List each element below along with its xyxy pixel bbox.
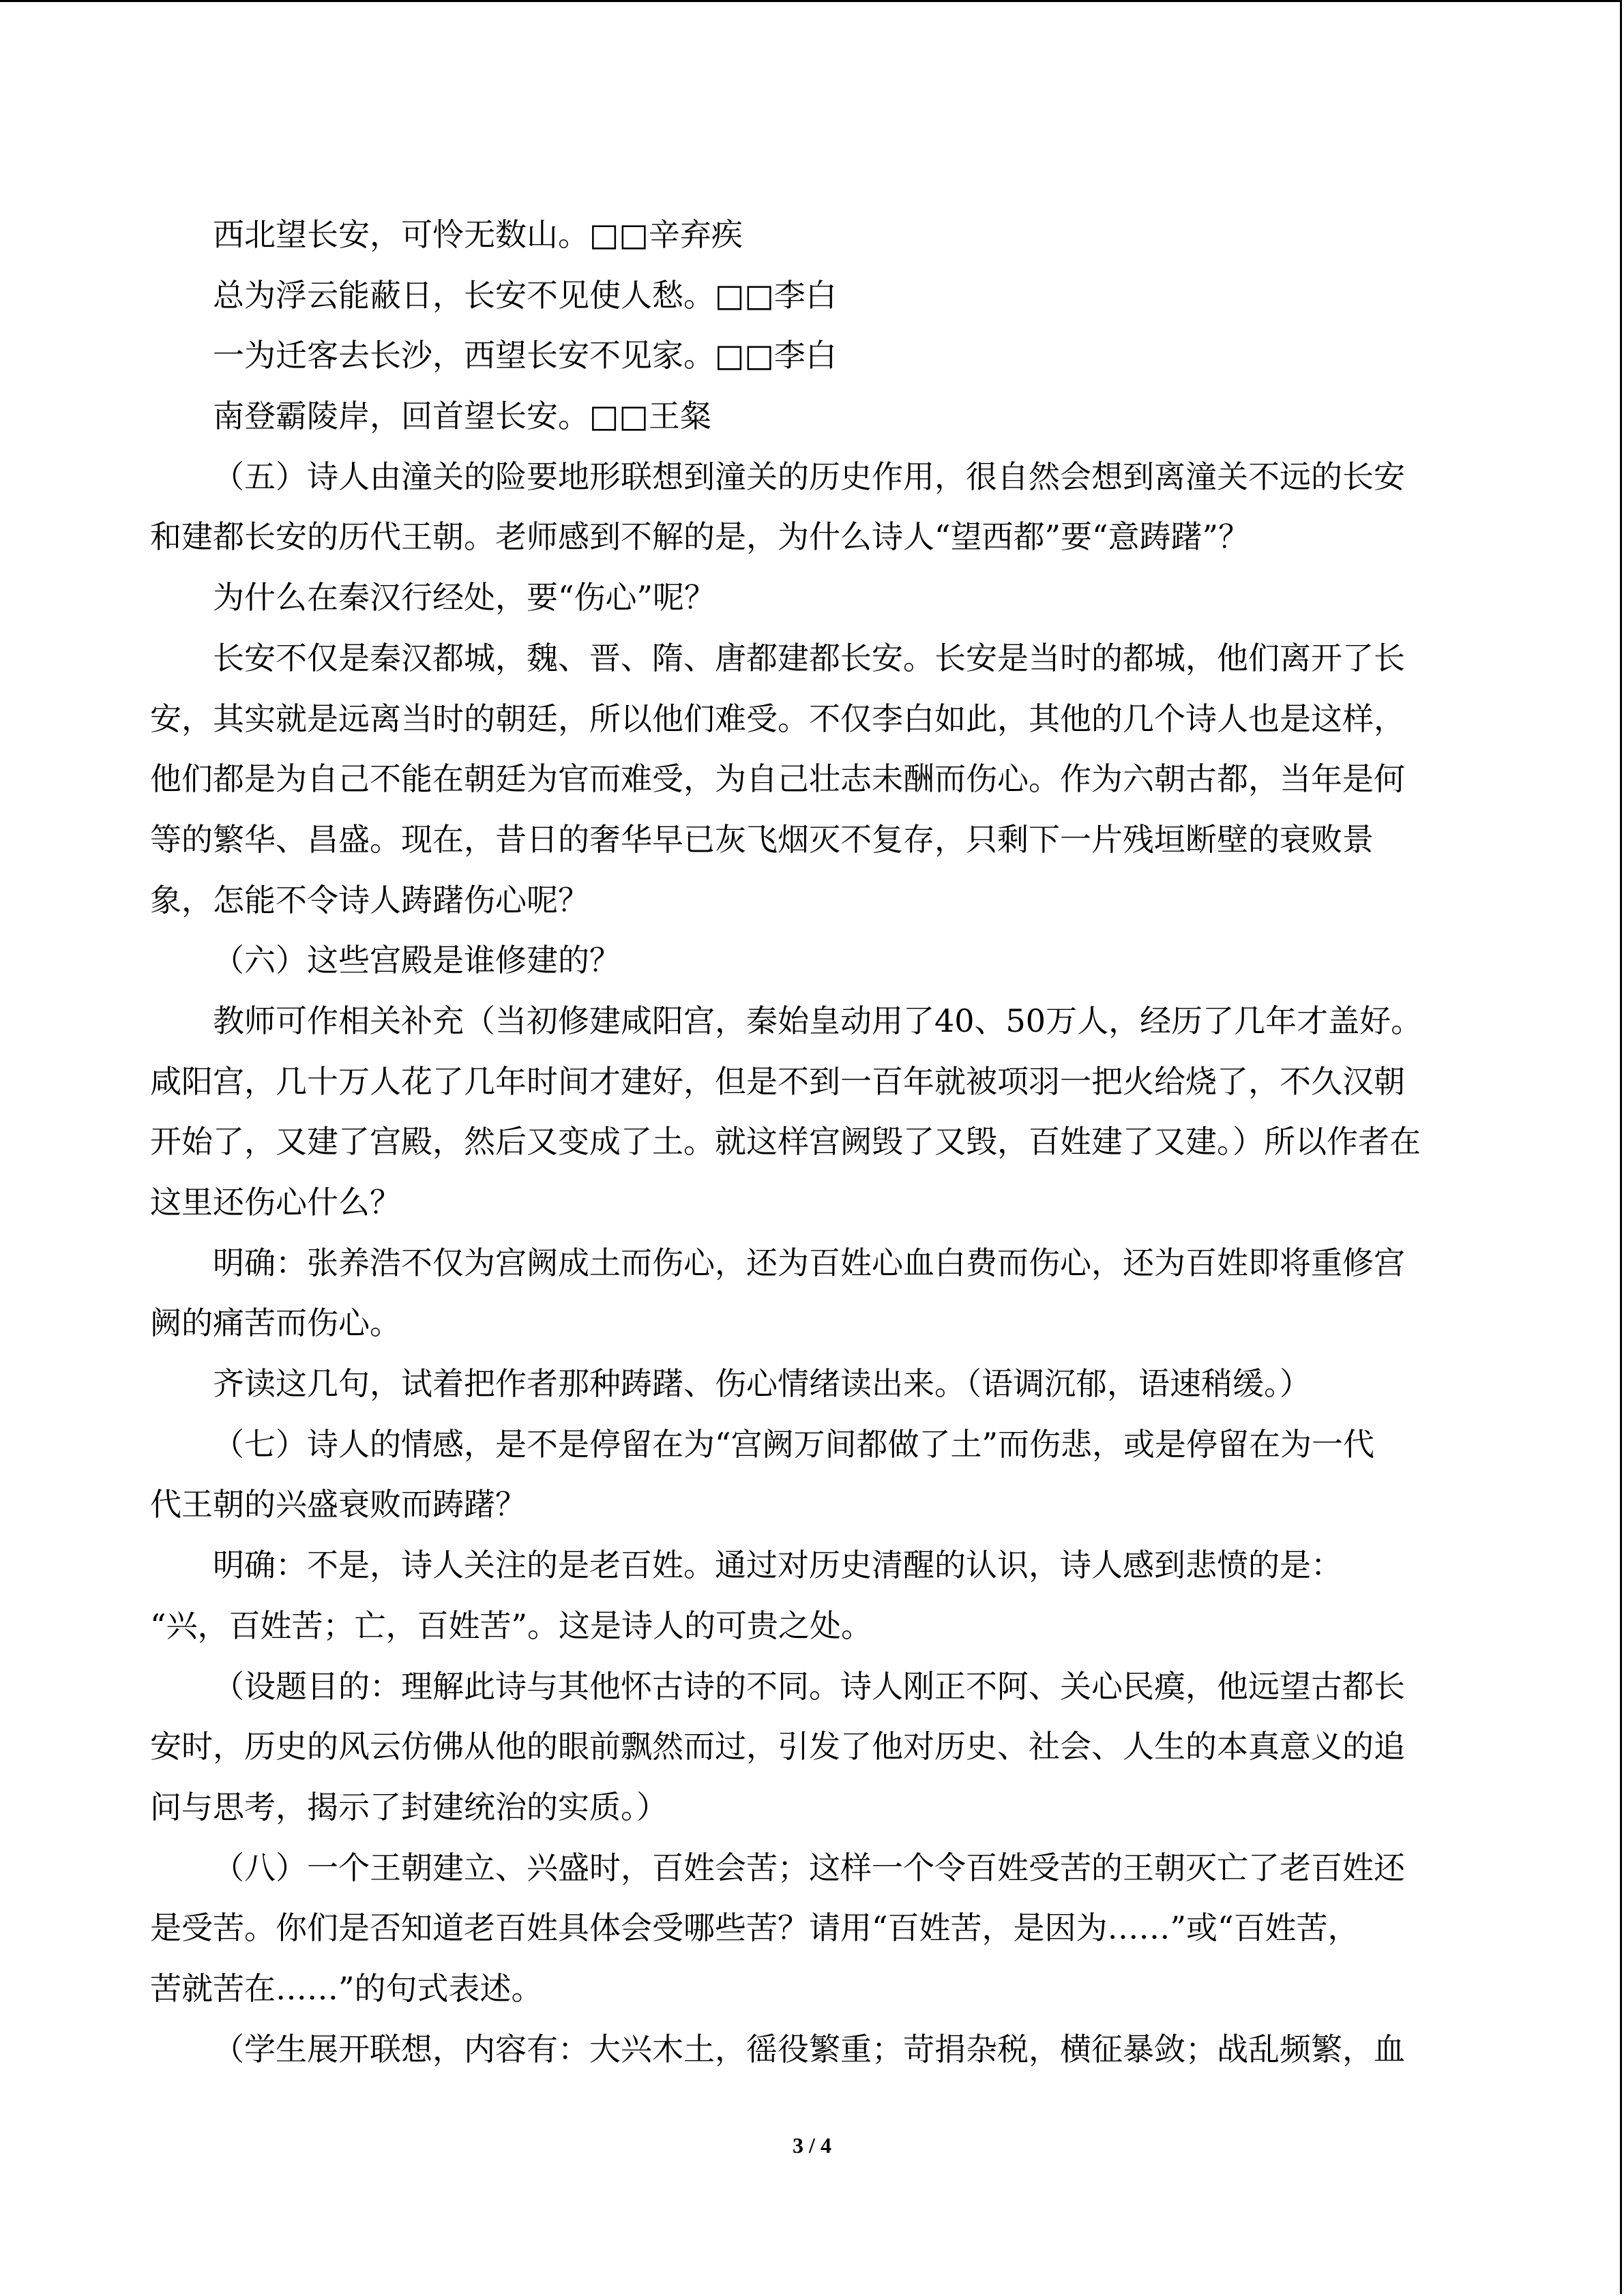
- text-line: 这里还伤心什么？: [150, 1184, 401, 1221]
- text-line: 西北望长安，可怜无数山。□□辛弃疾: [213, 216, 743, 253]
- text-line: 齐读这几句，试着把作者那种踌躇、伤心情绪读出来。（语调沉郁，语速稍缓。）: [213, 1365, 1311, 1403]
- text-line: 长安不仅是秦汉都城，魏、晋、隋、唐都建都长安。长安是当时的都城，他们离开了长: [213, 639, 1405, 676]
- text-line: 和建都长安的历代王朝。老师感到不解的是，为什么诗人“望西都”要“意踌躇”？: [150, 518, 1250, 556]
- text-line: 安，其实就是远离当时的朝廷，所以他们难受。不仅李白如此，其他的几个诗人也是这样，: [150, 700, 1405, 737]
- text-line: （设题目的：理解此诗与其他怀古诗的不同。诗人刚正不阿、关心民瘼，他远望古都长: [213, 1667, 1405, 1705]
- text-line: 象，怎能不令诗人踌躇伤心呢？: [150, 881, 589, 919]
- page-number: 3 / 4: [793, 2133, 831, 2158]
- text-line: 代王朝的兴盛衰败而踌躇？: [150, 1486, 527, 1523]
- text-line: （学生展开联想，内容有：大兴木土，徭役繁重；苛捐杂税，横征暴敛；战乱频繁，血: [213, 2030, 1405, 2068]
- text-line: （八）一个王朝建立、兴盛时，百姓会苦；这样一个令百姓受苦的王朝灭亡了老百姓还: [213, 1849, 1405, 1886]
- text-line: 为什么在秦汉行经处，要“伤心”呢？: [213, 579, 716, 616]
- text-line: 明确：张养浩不仅为宫阙成土而伤心，还为百姓心血白费而伤心，还为百姓即将重修宫: [213, 1244, 1405, 1281]
- text-line: （六）这些宫殿是谁修建的？: [213, 942, 621, 979]
- text-line: 明确：不是，诗人关注的是老百姓。通过对历史清醒的认识，诗人感到悲愤的是：: [213, 1547, 1342, 1584]
- text-line: 开始了，又建了宫殿，然后又变成了土。就这样宫阙毁了又毁，百姓建了又建。）所以作者在: [150, 1123, 1421, 1161]
- text-line: “兴，百姓苦；亡，百姓苦”。这是诗人的可贵之处。: [150, 1607, 873, 1644]
- text-line: 安时，历史的风云仿佛从他的眼前飘然而过，引发了他对历史、社会、人生的本真意义的追: [150, 1728, 1405, 1765]
- text-line: 南登霸陵岸，回首望长安。□□王粲: [213, 398, 711, 435]
- text-line: 他们都是为自己不能在朝廷为官而难受，为自己壮志未酬而伤心。作为六朝古都，当年是何: [150, 760, 1405, 798]
- text-line: 苦就苦在……”的句式表述。: [150, 1969, 543, 2007]
- text-line: 等的繁华、昌盛。现在，昔日的奢华早已灰飞烟灭不复存，只剩下一片残垣断壁的衰败景: [150, 820, 1374, 858]
- text-line: 咸阳宫，几十万人花了几年时间才建好，但是不到一百年就被项羽一把火给烧了，不久汉朝: [150, 1062, 1405, 1100]
- text-line: 一为迁客去长沙，西望长安不见家。□□李白: [213, 337, 837, 374]
- text-line: （七）诗人的情感，是不是停留在为“宫阙万间都做了土”而伤悲，或是停留在为一代: [213, 1425, 1375, 1463]
- text-line: 总为浮云能蔽日，长安不见使人愁。□□李白: [213, 276, 837, 314]
- text-line: 问与思考，揭示了封建统治的实质。）: [150, 1788, 668, 1825]
- text-line: （五）诗人由潼关的险要地形联想到潼关的历史作用，很自然会想到离潼关不远的长安: [213, 458, 1405, 495]
- text-line: 阙的痛苦而伤心。: [150, 1304, 401, 1342]
- text-line: 教师可作相关补充（当初修建咸阳宫，秦始皇动用了40、50万人，经历了几年才盖好。: [213, 1002, 1423, 1039]
- text-line: 是受苦。你们是否知道老百姓具体会受哪些苦？请用“百姓苦，是因为……”或“百姓苦，: [150, 1909, 1359, 1947]
- document-body: [150, 205, 1474, 2079]
